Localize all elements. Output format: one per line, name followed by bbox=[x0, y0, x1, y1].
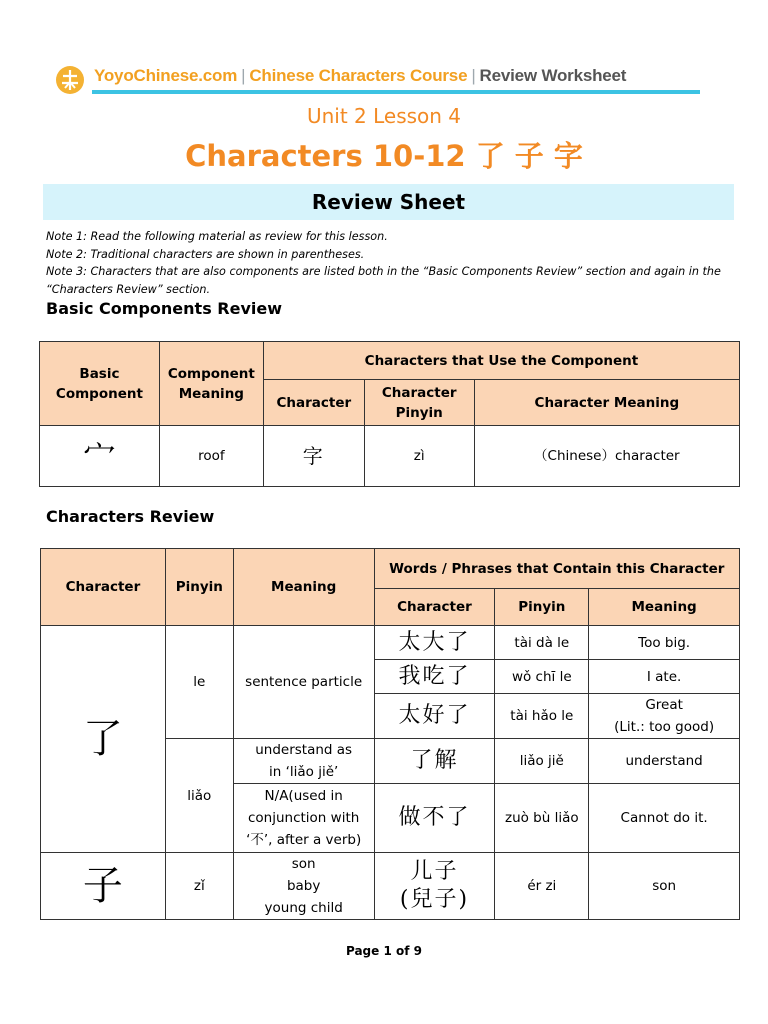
word-meaning: I ate. bbox=[589, 660, 740, 694]
header-meaning: Meaning bbox=[233, 549, 374, 626]
word-meaning: Cannot do it. bbox=[589, 784, 740, 853]
footer-prefix: Page bbox=[345, 944, 384, 958]
word-character: 了解 bbox=[374, 739, 495, 784]
component-character-meaning: （Chinese）character bbox=[474, 426, 739, 487]
pinyin-zi: zǐ bbox=[165, 853, 233, 920]
pinyin-le: le bbox=[165, 626, 233, 739]
word-character bbox=[374, 853, 495, 920]
word-meaning: son bbox=[589, 853, 740, 920]
basic-components-title: Basic Components Review bbox=[46, 299, 282, 318]
header-characters-use-component: Characters that Use the Component bbox=[263, 342, 739, 380]
header-rule bbox=[92, 90, 700, 94]
word-pinyin: liǎo jiě bbox=[495, 739, 589, 784]
word-pinyin: ér zi bbox=[495, 853, 589, 920]
meaning-line: ‘不’, after a verb) bbox=[246, 832, 362, 848]
course-name: Chinese Characters Course bbox=[249, 66, 468, 85]
page-number: 1 bbox=[383, 944, 392, 958]
meaning-line: N/A(used in bbox=[264, 788, 343, 804]
main-title: Characters 10-12 了 子 字 bbox=[185, 139, 583, 173]
word-character-traditional: (兒子) bbox=[399, 887, 470, 912]
word-meaning-line: (Lit.: too good) bbox=[614, 719, 715, 735]
note-3-continued: “Characters Review” section. bbox=[46, 282, 211, 296]
review-character-le: 了 bbox=[41, 626, 166, 853]
brand-name: YoyoChinese.com bbox=[94, 66, 238, 85]
page-footer bbox=[0, 944, 768, 958]
document-header bbox=[54, 60, 700, 100]
header-word-pinyin: Pinyin bbox=[495, 589, 589, 626]
pinyin-liao: liǎo bbox=[165, 739, 233, 853]
header-basic-component: Basic Component bbox=[40, 342, 160, 426]
table-row bbox=[40, 426, 740, 487]
word-pinyin: tài dà le bbox=[495, 626, 589, 660]
header-word-meaning: Meaning bbox=[589, 589, 740, 626]
table-row bbox=[41, 626, 740, 660]
word-pinyin: zuò bù liǎo bbox=[495, 784, 589, 853]
review-character-zi: 子 bbox=[41, 853, 166, 920]
word-character: 太大了 bbox=[374, 626, 495, 660]
meaning-zi bbox=[233, 853, 374, 920]
brand-separator: | bbox=[241, 66, 246, 85]
word-pinyin: tài hǎo le bbox=[495, 694, 589, 739]
word-pinyin: wǒ chī le bbox=[495, 660, 589, 694]
header-word-character: Character bbox=[374, 589, 495, 626]
brand-separator: | bbox=[471, 66, 476, 85]
unit-title: Unit 2 Lesson 4 bbox=[306, 104, 462, 128]
header-character-pinyin: Character Pinyin bbox=[364, 380, 474, 426]
header-character: Character bbox=[263, 380, 364, 426]
notes-block bbox=[46, 228, 726, 298]
meaning-liao-2 bbox=[233, 784, 374, 853]
footer-middle: of bbox=[391, 944, 414, 958]
meaning-line: baby bbox=[286, 878, 321, 894]
word-character-simplified: 儿子 bbox=[410, 859, 459, 884]
header-pinyin: Pinyin bbox=[165, 549, 233, 626]
header-character: Character bbox=[41, 549, 166, 626]
meaning-line: in ‘liǎo jiě’ bbox=[268, 764, 339, 780]
word-character: 做不了 bbox=[374, 784, 495, 853]
meaning-line: understand as bbox=[255, 742, 353, 758]
note-2: Note 2: Traditional characters are shown in parentheses. bbox=[46, 247, 365, 261]
component-meaning: roof bbox=[159, 426, 263, 487]
header-words-phrases: Words / Phrases that Contain this Character bbox=[374, 549, 739, 589]
word-meaning-line: Great bbox=[645, 697, 683, 713]
meaning-le: sentence particle bbox=[233, 626, 374, 739]
header-character-meaning: Character Meaning bbox=[474, 380, 739, 426]
yoyo-logo-icon bbox=[54, 64, 86, 96]
word-meaning: understand bbox=[589, 739, 740, 784]
basic-components-table bbox=[39, 341, 740, 487]
review-sheet-label: Review Sheet bbox=[311, 190, 466, 214]
review-sheet-banner bbox=[43, 184, 734, 220]
word-character: 我吃了 bbox=[374, 660, 495, 694]
page-total: 9 bbox=[413, 944, 423, 958]
table-row bbox=[41, 853, 740, 920]
characters-review-table bbox=[40, 548, 740, 920]
note-1: Note 1: Read the following material as review for this lesson. bbox=[46, 230, 388, 243]
doc-type: Review Worksheet bbox=[479, 66, 627, 85]
word-meaning bbox=[589, 694, 740, 739]
meaning-line: young child bbox=[264, 900, 343, 916]
brand-line bbox=[94, 66, 626, 86]
header-component-meaning: Component Meaning bbox=[159, 342, 263, 426]
note-3: Note 3: Characters that are also components are listed both in the “Basic Components Review” section and again in the bbox=[46, 265, 721, 278]
word-character: 太好了 bbox=[374, 694, 495, 739]
meaning-liao-1 bbox=[233, 739, 374, 784]
word-meaning: Too big. bbox=[589, 626, 740, 660]
component-character: 字 bbox=[263, 426, 364, 487]
meaning-line: conjunction with bbox=[247, 810, 360, 826]
meaning-line: son bbox=[291, 856, 316, 872]
component-glyph: 宀 bbox=[40, 426, 160, 487]
characters-review-title: Characters Review bbox=[46, 507, 215, 526]
component-character-pinyin: zì bbox=[364, 426, 474, 487]
